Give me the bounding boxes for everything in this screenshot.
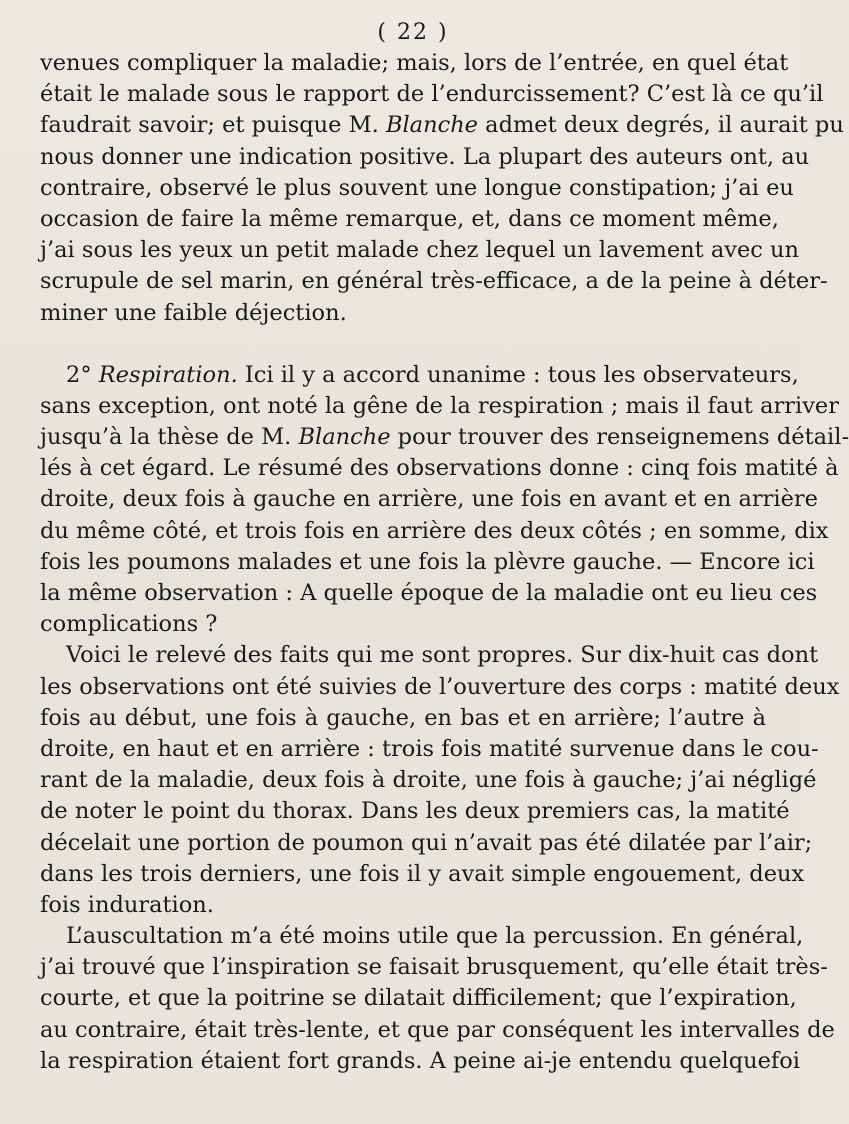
line-text: du même côté, et trois fois en arrière des deux côtés ; en somme, dix (40, 517, 829, 544)
text-line (40, 547, 815, 578)
text-line (40, 1046, 801, 1077)
line-text: décelait une portion de poumon qui n’avait pas été dilatée par l’air; (40, 829, 813, 856)
text-line (40, 173, 794, 204)
line-text: au contraire, était très-lente, et que par conséquent les intervalles de (40, 1016, 835, 1043)
line-text: j’ai sous les yeux un petit malade chez lequel un lavement avec un (40, 237, 800, 264)
line-text: contraire, observé le plus souvent une longue constipation; j’ai eu (40, 174, 794, 201)
line-text: était le malade sous le rapport de l’endurcissement? C’est là ce qu’il (40, 81, 824, 108)
author-name-italic: Blanche (385, 112, 478, 139)
text-line (40, 640, 819, 671)
text-line (40, 422, 849, 453)
author-name-italic: Blanche (298, 424, 391, 451)
text-line (40, 578, 818, 609)
text-line (40, 453, 839, 484)
line-text: la même observation : A quelle époque de la maladie ont eu lieu ces (40, 580, 818, 606)
text-line (40, 921, 804, 952)
line-text: droite, deux fois à gauche en arrière, une fois en avant et en arrière (40, 486, 818, 513)
line-text: dans les trois derniers, une fois il y avait simple engouement, deux (40, 860, 805, 887)
line-text: sans exception, ont noté la gêne de la respiration ; mais il faut arriver (40, 392, 839, 419)
text-line (40, 391, 839, 422)
text-line (40, 703, 766, 734)
paragraph-1 (40, 48, 844, 329)
line-text: complications ? (40, 611, 218, 638)
line-text: rant de la maladie, deux fois à droite, une fois à gauche; j’ai négligé (40, 767, 817, 794)
text-line (40, 204, 779, 235)
text-line (40, 734, 819, 765)
line-text: fois au début, une fois à gauche, en bas et en arrière; l’autre à (40, 704, 766, 731)
line-text: admet deux degrés, il aurait pu (478, 112, 844, 139)
paragraph-gap (40, 329, 766, 360)
line-text: venues compliquer la maladie; mais, lors de l’entrée, en quel état (40, 50, 789, 76)
text-line (40, 298, 766, 329)
text-line (40, 859, 805, 890)
text-line (40, 110, 844, 141)
line-text: la respiration étaient fort grands. A peine ai-je entendu quelquefoi (40, 1047, 801, 1074)
line-text: Ici il y a accord unanime : tous les observateurs, (237, 361, 799, 388)
paragraph-4 (40, 921, 835, 1077)
text-line (40, 765, 817, 796)
text-line (40, 828, 813, 859)
line-text: pour trouver des renseignemens détail- (390, 424, 849, 451)
line-text: lés à cet égard. Le résumé des observations donne : cinq fois matité à (40, 455, 839, 482)
text-line (40, 48, 789, 79)
section-heading-italic: Respiration. (98, 361, 238, 388)
line-text: de noter le point du thorax. Dans les deux premiers cas, la matité (40, 798, 790, 825)
line-text: L’auscultation m’a été moins utile que la percussion. En général, (66, 923, 804, 950)
text-line (40, 360, 799, 391)
line-text: les observations ont été suivies de l’ouverture des corps : matité deux (40, 673, 840, 700)
text-line (40, 952, 828, 983)
paragraph-2 (40, 360, 849, 641)
text-line (40, 890, 766, 921)
text-line (40, 1015, 835, 1046)
line-text: fois les poumons malades et une fois la plèvre gauche. — Encore ici (40, 548, 815, 575)
line-text: j’ai trouvé que l’inspiration se faisait brusquement, qu’elle était très- (40, 954, 828, 981)
paragraph-3 (40, 640, 840, 921)
text-line (40, 142, 810, 173)
line-text: occasion de faire la même remarque, et, dans ce moment même, (40, 205, 779, 232)
line-text: Voici le relevé des faits qui me sont propres. Sur dix-huit cas dont (66, 642, 819, 669)
text-line (40, 484, 818, 515)
line-text: faudrait savoir; et puisque M. (40, 112, 386, 139)
text-line (40, 983, 797, 1014)
text-line (40, 609, 766, 640)
page-number: ( 22 ) (377, 20, 449, 45)
text-line (40, 266, 828, 297)
line-text: jusqu’à la thèse de M. (40, 424, 299, 451)
text-line (40, 516, 829, 547)
line-text: scrupule de sel marin, en général très-efficace, a de la peine à déter- (40, 268, 828, 295)
text-line (40, 672, 840, 703)
line-text: 2° (66, 361, 99, 388)
line-text: fois induration. (40, 891, 214, 918)
line-text: droite, en haut et en arrière : trois fois matité survenue dans le cou- (40, 735, 819, 762)
text-line (40, 79, 824, 110)
line-text: nous donner une indication positive. La plupart des auteurs ont, au (40, 143, 810, 170)
text-line (40, 796, 790, 827)
line-text: courte, et que la poitrine se dilatait difficilement; que l’expiration, (40, 985, 797, 1012)
line-text: miner une faible déjection. (40, 299, 347, 326)
text-line (40, 235, 800, 266)
